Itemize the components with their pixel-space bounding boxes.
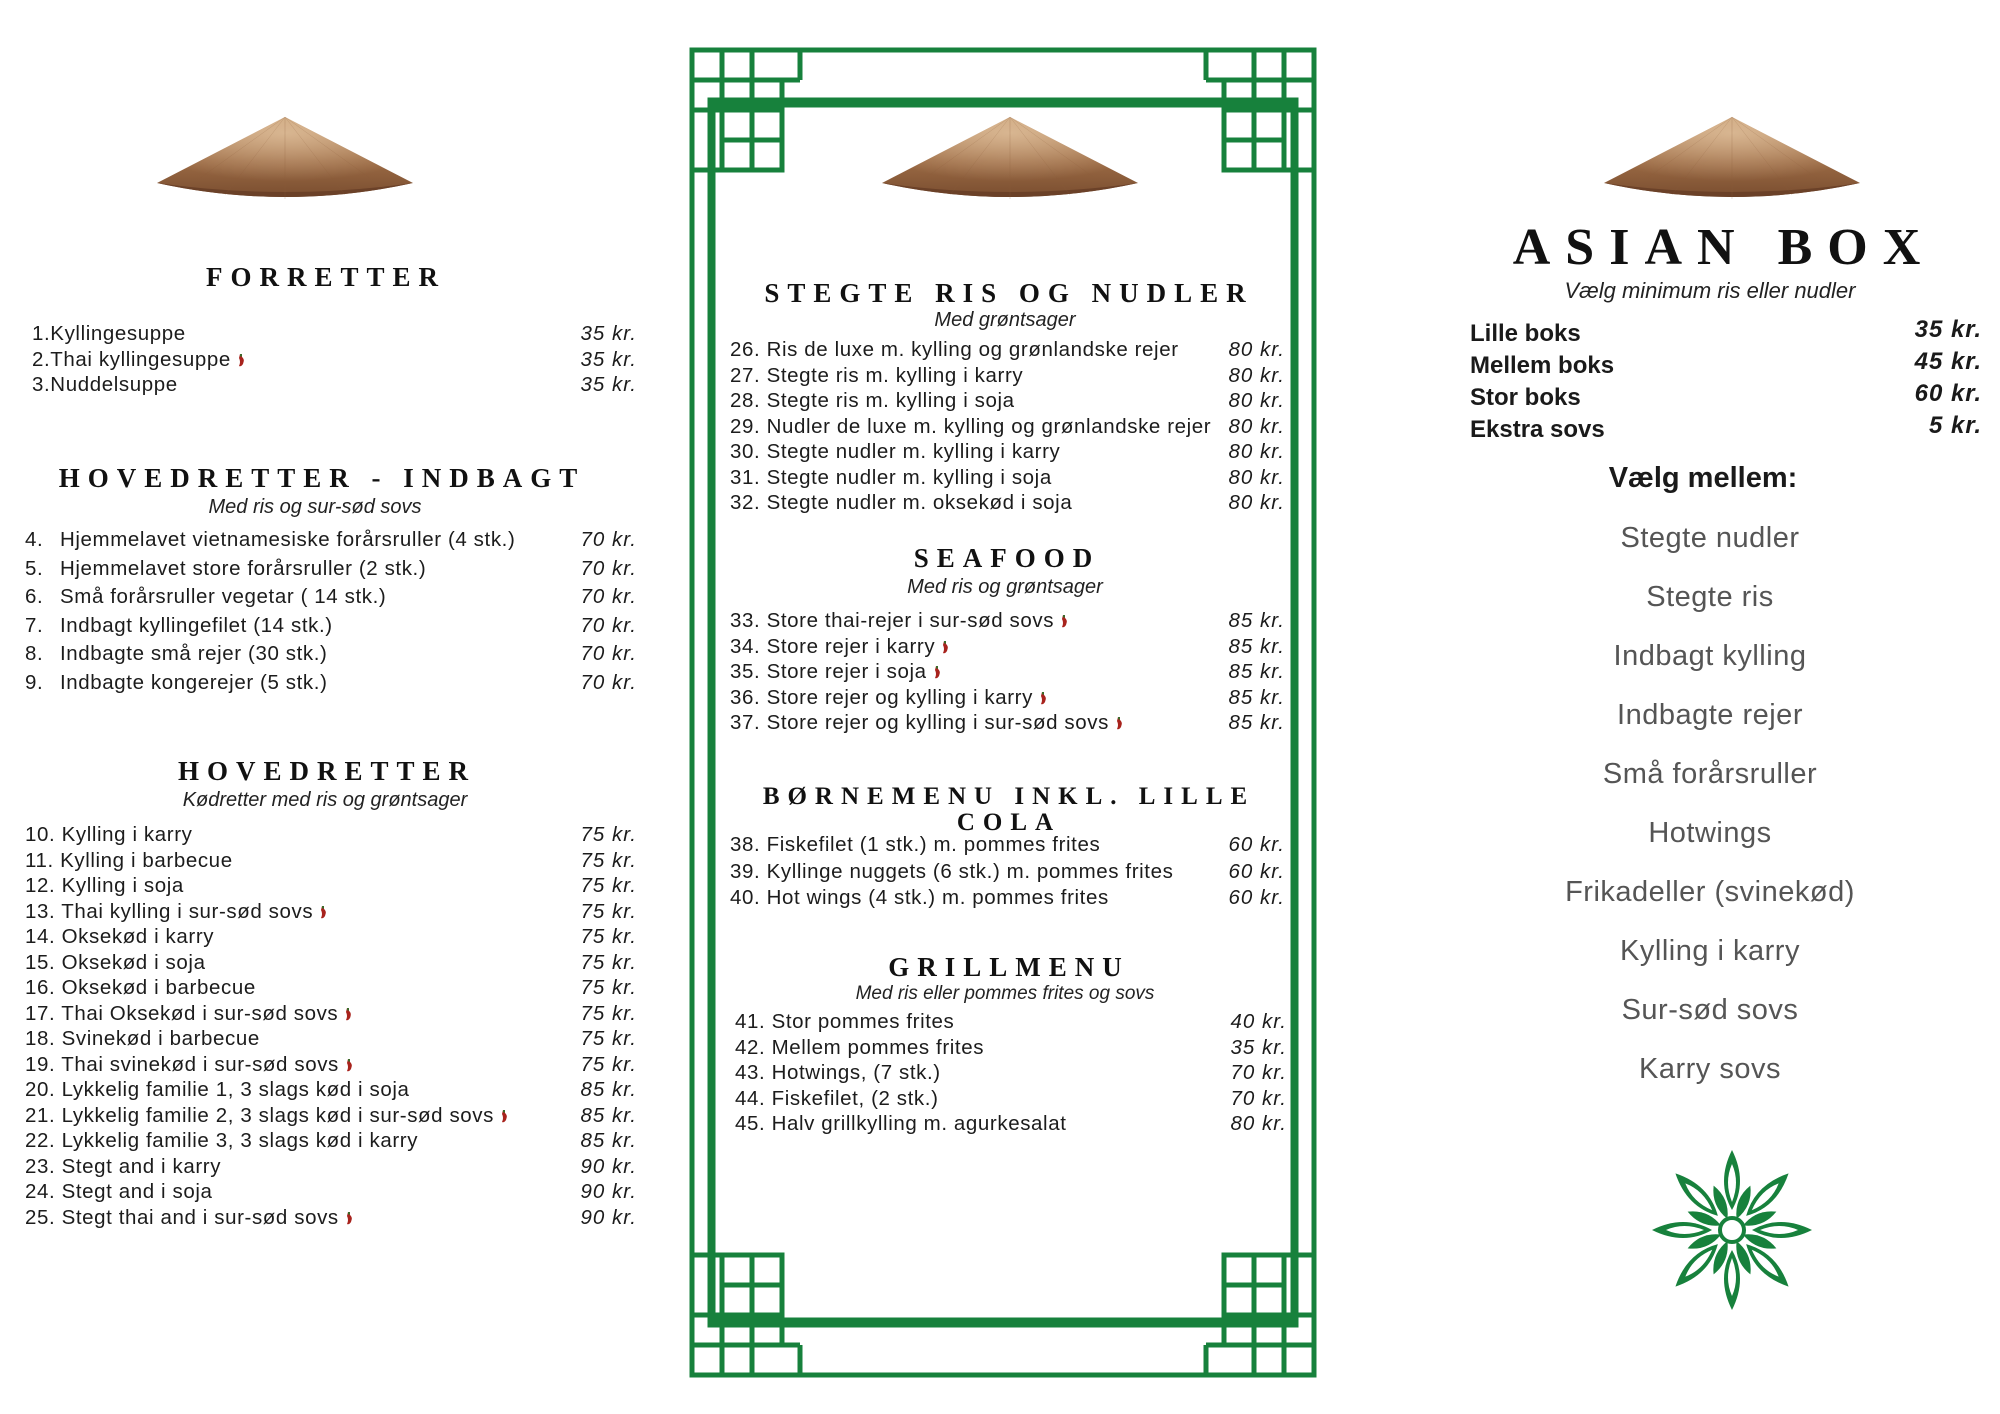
item-name: 28. Stegte ris m. kylling i soja xyxy=(730,389,1015,412)
indbagt-list xyxy=(25,527,637,695)
hovedretter-heading: HOVEDRETTER xyxy=(177,756,477,786)
bornemenu-list xyxy=(730,832,1285,911)
asian-box-title: ASIAN BOX xyxy=(1512,219,1936,276)
item-price: 70 kr. xyxy=(1230,1061,1287,1084)
item-name: 10. Kylling i karry xyxy=(25,823,193,846)
choice-item: Sur-sød sovs xyxy=(1621,994,1799,1026)
right-panel xyxy=(1420,0,2000,1414)
chili-icon xyxy=(941,641,949,654)
item-name: 31. Stegte nudler m. kylling i soja xyxy=(730,465,1052,489)
item-price: 85 kr. xyxy=(1228,660,1285,683)
asian-box-subtitle: Vælg minimum ris eller nudler xyxy=(1564,278,1856,303)
item-name: Indbagte kongerejer (5 stk.) xyxy=(60,670,328,694)
stegte-heading: STEGTE RIS OG NUDLER xyxy=(764,278,1254,308)
item-price: 75 kr. xyxy=(580,976,637,999)
list-item xyxy=(735,1111,1287,1137)
hovedretter-subtitle: Kødretter med ris og grøntsager xyxy=(182,789,468,811)
item-name: 37. Store rejer og kylling i sur-sød sovs xyxy=(730,711,1109,734)
item-price: 80 kr. xyxy=(1228,389,1285,412)
hovedretter-list xyxy=(25,822,637,1230)
list-item xyxy=(25,822,637,848)
item-price: 70 kr. xyxy=(580,670,637,694)
list-item xyxy=(730,685,1285,711)
list-item: 6. Små forårsruller vegetar ( 14 stk.) 70 kr. xyxy=(25,585,637,608)
choice-item: Frikadeller (svinekød) xyxy=(1565,876,1855,908)
item-name: 44. Fiskefilet, (2 stk.) xyxy=(735,1086,939,1110)
box-name: Stor boks xyxy=(1470,384,1581,411)
item-name: 24. Stegt and i soja xyxy=(25,1180,213,1203)
item-price: 85 kr. xyxy=(580,1103,637,1127)
list-item xyxy=(730,832,1285,858)
item-price: 35 kr. xyxy=(580,373,637,396)
item-price: 75 kr. xyxy=(580,1052,637,1076)
item-name: 32. Stegte nudler m. oksekød i soja xyxy=(730,491,1073,514)
item-price: 60 kr. xyxy=(1228,859,1285,883)
list-item xyxy=(25,1001,637,1027)
item-price: 70 kr. xyxy=(580,642,637,665)
box-sizes xyxy=(1470,316,1982,444)
item-name: 35. Store rejer i soja xyxy=(730,660,927,683)
item-price: 70 kr. xyxy=(1230,1086,1287,1110)
choice-item: Små forårsruller xyxy=(1602,758,1818,790)
item-price: 85 kr. xyxy=(1228,634,1285,658)
choice-item: Karry sovs xyxy=(1639,1053,1781,1085)
list-item xyxy=(730,710,1285,736)
list-item xyxy=(25,950,637,976)
item-price: 80 kr. xyxy=(1228,363,1285,387)
list-item xyxy=(25,1179,637,1205)
list-item xyxy=(730,363,1285,389)
item-price: 60 kr. xyxy=(1228,833,1285,856)
grillmenu-subtitle: Med ris eller pommes frites og sovs xyxy=(855,983,1155,1004)
item-price: 35 kr. xyxy=(580,322,637,345)
choice-item: Hotwings xyxy=(1648,817,1772,849)
item-price: 70 kr. xyxy=(580,613,637,637)
list-item: 7. Indbagt kyllingefilet (14 stk.) 70 kr. xyxy=(25,613,637,637)
item-price: 75 kr. xyxy=(580,848,637,872)
item-name: 18. Svinekød i barbecue xyxy=(25,1027,260,1050)
item-price: 80 kr. xyxy=(1230,1112,1287,1135)
item-price: 35 kr. xyxy=(580,347,637,371)
list-item xyxy=(25,1103,637,1129)
item-price: 85 kr. xyxy=(580,1129,637,1152)
item-name: 40. Hot wings (4 stk.) m. pommes frites xyxy=(730,886,1109,909)
stegte-list xyxy=(730,337,1285,516)
item-name: 33. Store thai-rejer i sur-sød sovs xyxy=(730,609,1055,632)
box-price: 5 kr. xyxy=(1928,412,1982,439)
list-item: 5. Hjemmelavet store forårsruller (2 stk.) 70 kr. xyxy=(25,556,637,580)
item-price: 75 kr. xyxy=(580,823,637,846)
item-name: Indbagte små rejer (30 stk.) xyxy=(60,642,328,665)
grillmenu-heading: GRILLMENU xyxy=(888,952,1130,982)
list-item xyxy=(25,1077,637,1103)
list-item xyxy=(25,1154,637,1180)
chili-icon xyxy=(237,354,245,367)
item-price: 75 kr. xyxy=(580,925,637,948)
item-price: 70 kr. xyxy=(580,556,637,580)
box-price: 45 kr. xyxy=(1914,348,1982,375)
stegte-subtitle: Med grøntsager xyxy=(934,309,1076,331)
item-price: 90 kr. xyxy=(580,1154,637,1178)
item-name: 42. Mellem pommes frites xyxy=(735,1035,985,1059)
item-price: 85 kr. xyxy=(580,1078,637,1101)
list-item xyxy=(730,414,1285,440)
item-name: Små forårsruller vegetar ( 14 stk.) xyxy=(60,585,387,608)
item-price: 75 kr. xyxy=(580,899,637,923)
seafood-heading: SEAFOOD xyxy=(913,543,1101,573)
list-item xyxy=(730,859,1285,885)
item-price: 60 kr. xyxy=(1228,886,1285,909)
conical-hat-icon xyxy=(155,115,415,205)
indbagt-subtitle: Med ris og sur-sød sovs xyxy=(208,496,422,518)
item-price: 75 kr. xyxy=(580,1001,637,1025)
item-price: 80 kr. xyxy=(1228,465,1285,489)
item-price: 40 kr. xyxy=(1230,1010,1287,1033)
conical-hat-icon xyxy=(880,115,1140,205)
list-item xyxy=(730,337,1285,363)
box-name: Ekstra sovs xyxy=(1470,416,1605,443)
item-price: 80 kr. xyxy=(1228,414,1285,438)
seafood-list xyxy=(730,608,1285,736)
item-name: 11. Kylling i barbecue xyxy=(25,848,233,872)
choice-item: Stegte ris xyxy=(1646,581,1774,613)
list-item xyxy=(735,1009,1287,1035)
item-name: 17. Thai Oksekød i sur-sød sovs xyxy=(25,1001,339,1025)
item-name: 26. Ris de luxe m. kylling og grønlandske rejer xyxy=(730,338,1179,361)
chili-icon xyxy=(345,1212,353,1225)
list-item xyxy=(730,439,1285,465)
item-name: 12. Kylling i soja xyxy=(25,874,184,897)
chili-icon xyxy=(1039,692,1047,705)
box-row xyxy=(1470,380,1982,412)
list-item: 3.Nuddelsuppe 35 kr. xyxy=(32,373,637,396)
item-name: 25. Stegt thai and i sur-sød sovs xyxy=(25,1205,339,1229)
box-price: 35 kr. xyxy=(1914,316,1982,343)
list-item: 4. Hjemmelavet vietnamesiske forårsruller (4 stk.) 70 kr. xyxy=(25,528,637,551)
item-name: Thai kyllingesuppe xyxy=(50,347,231,371)
item-price: 70 kr. xyxy=(580,585,637,608)
item-name: 22. Lykkelig familie 3, 3 slags kød i karry xyxy=(25,1129,419,1152)
item-price: 85 kr. xyxy=(1228,685,1285,709)
item-price: 90 kr. xyxy=(580,1180,637,1203)
item-name: 19. Thai svinekød i sur-sød sovs xyxy=(25,1052,339,1076)
bornemenu-heading-line2: COLA xyxy=(956,809,1062,836)
left-panel xyxy=(0,0,660,1414)
indbagt-heading: HOVEDRETTER - INDBAGT xyxy=(58,463,586,493)
item-name: 23. Stegt and i karry xyxy=(25,1154,222,1178)
bornemenu-heading-line1: BØRNEMENU INKL. LILLE xyxy=(762,783,1256,810)
box-name: Mellem boks xyxy=(1470,352,1615,379)
item-price: 80 kr. xyxy=(1228,491,1285,514)
box-row xyxy=(1470,316,1982,348)
item-name: 16. Oksekød i barbecue xyxy=(25,976,256,999)
item-name: 34. Store rejer i karry xyxy=(730,634,936,658)
item-name: 41. Stor pommes frites xyxy=(735,1010,955,1033)
list-item: 2.Thai kyllingesuppe 35 kr. xyxy=(32,347,637,371)
list-item xyxy=(25,873,637,899)
list-item xyxy=(25,924,637,950)
seafood-subtitle: Med ris og grøntsager xyxy=(907,576,1103,598)
chili-icon xyxy=(1060,615,1068,628)
item-price: 80 kr. xyxy=(1228,440,1285,463)
item-name: Indbagt kyllingefilet (14 stk.) xyxy=(60,613,333,637)
list-item xyxy=(735,1035,1287,1061)
item-price: 85 kr. xyxy=(1228,609,1285,632)
list-item xyxy=(730,885,1285,911)
choice-item: Stegte nudler xyxy=(1620,522,1800,554)
item-price: 75 kr. xyxy=(580,874,637,897)
chili-icon xyxy=(345,1059,353,1072)
middle-panel xyxy=(680,0,1330,1414)
item-name: Hjemmelavet vietnamesiske forårsruller (4 stk.) xyxy=(60,528,516,551)
chili-icon xyxy=(1115,717,1123,730)
item-name: 45. Halv grillkylling m. agurkesalat xyxy=(735,1112,1067,1135)
item-name: 36. Store rejer og kylling i karry xyxy=(730,685,1033,709)
lotus-flower-icon xyxy=(1642,1140,1822,1320)
choice-item: Indbagte rejer xyxy=(1617,699,1803,731)
conical-hat-icon xyxy=(1602,115,1862,205)
item-price: 35 kr. xyxy=(1230,1035,1287,1059)
list-item xyxy=(25,1205,637,1231)
item-name: 21. Lykkelig familie 2, 3 slags kød i sur-sød sovs xyxy=(25,1103,495,1127)
list-item xyxy=(730,490,1285,516)
list-item xyxy=(735,1086,1287,1112)
box-row xyxy=(1470,412,1982,444)
list-item xyxy=(25,1052,637,1078)
chili-icon xyxy=(319,906,327,919)
item-name: 43. Hotwings, (7 stk.) xyxy=(735,1061,941,1084)
list-item xyxy=(25,975,637,1001)
list-item xyxy=(25,848,637,874)
item-price: 85 kr. xyxy=(1228,711,1285,734)
chili-icon xyxy=(500,1110,508,1123)
box-name: Lille boks xyxy=(1470,320,1581,347)
item-name: 13. Thai kylling i sur-sød sovs xyxy=(25,899,314,923)
item-price: 80 kr. xyxy=(1228,338,1285,361)
item-name: 20. Lykkelig familie 1, 3 slags kød i soja xyxy=(25,1078,410,1101)
list-item: 1.Kyllingesuppe 35 kr. xyxy=(32,322,637,345)
forretter-list xyxy=(32,321,637,398)
list-item xyxy=(735,1060,1287,1086)
grillmenu-list xyxy=(735,1009,1287,1137)
item-name: 38. Fiskefilet (1 stk.) m. pommes frites xyxy=(730,833,1101,856)
choice-item: Indbagt kylling xyxy=(1613,640,1807,672)
item-name: Nuddelsuppe xyxy=(50,373,178,396)
list-item xyxy=(730,608,1285,634)
item-name: 15. Oksekød i soja xyxy=(25,950,206,974)
forretter-heading: FORRETTER xyxy=(205,262,447,292)
item-name: 30. Stegte nudler m. kylling i karry xyxy=(730,440,1061,463)
box-price: 60 kr. xyxy=(1914,380,1982,407)
list-item: 8. Indbagte små rejer (30 stk.) 70 kr. xyxy=(25,642,637,665)
item-name: 27. Stegte ris m. kylling i karry xyxy=(730,363,1024,387)
list-item xyxy=(25,1128,637,1154)
list-item xyxy=(730,465,1285,491)
box-row xyxy=(1470,348,1982,380)
item-name: Kyllingesuppe xyxy=(50,322,186,345)
list-item xyxy=(730,659,1285,685)
chili-icon xyxy=(344,1008,352,1021)
item-price: 70 kr. xyxy=(580,528,637,551)
chili-icon xyxy=(933,666,941,679)
choose-heading: Vælg mellem: xyxy=(1608,462,1798,494)
list-item: 9. Indbagte kongerejer (5 stk.) 70 kr. xyxy=(25,670,637,694)
item-name: Hjemmelavet store forårsruller (2 stk.) xyxy=(60,556,427,580)
item-name: 39. Kyllinge nuggets (6 stk.) m. pommes frites xyxy=(730,859,1174,883)
item-price: 90 kr. xyxy=(580,1205,637,1229)
choice-item: Kylling i karry xyxy=(1620,935,1800,967)
item-name: 29. Nudler de luxe m. kylling og grønlandske rejer xyxy=(730,414,1212,438)
list-item xyxy=(730,634,1285,660)
list-item xyxy=(730,388,1285,414)
item-price: 75 kr. xyxy=(580,950,637,974)
item-price: 75 kr. xyxy=(580,1027,637,1050)
list-item xyxy=(25,1026,637,1052)
list-item xyxy=(25,899,637,925)
item-name: 14. Oksekød i karry xyxy=(25,925,215,948)
